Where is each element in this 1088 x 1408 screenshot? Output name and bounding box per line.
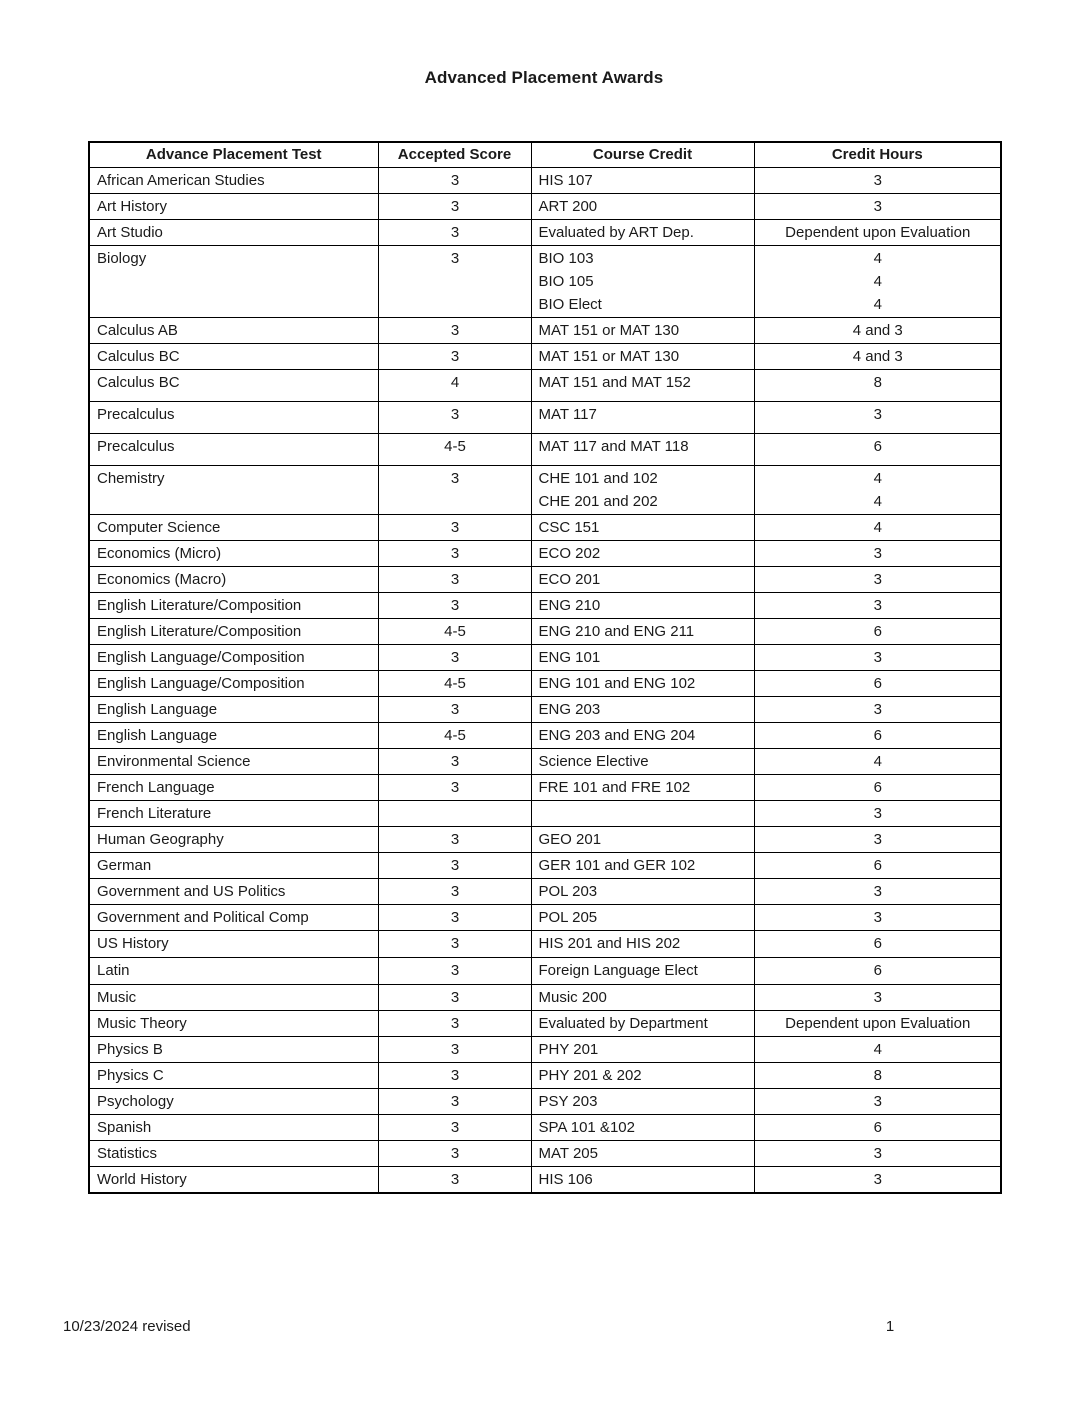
cell-credit: ECO 202: [531, 540, 754, 566]
table-row: [89, 566, 1001, 592]
table-row: [89, 618, 1001, 644]
cell-hours: 6: [754, 433, 1001, 465]
cell-score: 3: [378, 401, 531, 433]
cell-credit: ENG 101 and ENG 102: [531, 670, 754, 696]
table-row: [89, 930, 1001, 957]
column-header-hours: Credit Hours: [754, 142, 1001, 167]
cell-score: 3: [378, 592, 531, 618]
cell-test: Calculus AB: [89, 317, 378, 343]
table-row: [89, 800, 1001, 826]
cell-test: Government and US Politics: [89, 878, 378, 904]
cell-score: 3: [378, 1036, 531, 1062]
cell-test: Music Theory: [89, 1010, 378, 1036]
cell-score: 4-5: [378, 722, 531, 748]
cell-credit: ENG 203 and ENG 204: [531, 722, 754, 748]
table-row: [89, 219, 1001, 245]
cell-credit: ART 200: [531, 193, 754, 219]
cell-test: Precalculus: [89, 401, 378, 433]
cell-test: English Language/Composition: [89, 670, 378, 696]
cell-credit: ECO 201: [531, 566, 754, 592]
cell-credit: Evaluated by Department: [531, 1010, 754, 1036]
cell-test: Statistics: [89, 1140, 378, 1166]
cell-test: Economics (Macro): [89, 566, 378, 592]
cell-test: Psychology: [89, 1088, 378, 1114]
column-header-credit: Course Credit: [531, 142, 754, 167]
cell-hours: 3: [754, 826, 1001, 852]
cell-test: English Language/Composition: [89, 644, 378, 670]
cell-score: 3: [378, 540, 531, 566]
cell-score: 3: [378, 514, 531, 540]
cell-hours: 3: [754, 540, 1001, 566]
cell-credit: GER 101 and GER 102: [531, 852, 754, 878]
cell-hours: 4 and 3: [754, 317, 1001, 343]
cell-score: 3: [378, 167, 531, 193]
cell-credit: ENG 203: [531, 696, 754, 722]
table-row: [89, 1166, 1001, 1193]
cell-credit: MAT 117 and MAT 118: [531, 433, 754, 465]
cell-credit: Music 200: [531, 984, 754, 1010]
cell-credit: BIO 103 BIO 105 BIO Elect: [531, 245, 754, 317]
cell-credit: PHY 201 & 202: [531, 1062, 754, 1088]
cell-hours: 4: [754, 748, 1001, 774]
cell-hours: 4 4 4: [754, 245, 1001, 317]
table-row: [89, 984, 1001, 1010]
cell-test: French Language: [89, 774, 378, 800]
cell-test: Environmental Science: [89, 748, 378, 774]
cell-test: Calculus BC: [89, 343, 378, 369]
cell-test: English Language: [89, 696, 378, 722]
cell-hours: 3: [754, 1166, 1001, 1193]
cell-test: Art Studio: [89, 219, 378, 245]
cell-test: Computer Science: [89, 514, 378, 540]
cell-credit: HIS 107: [531, 167, 754, 193]
cell-credit: HIS 106: [531, 1166, 754, 1193]
cell-test: English Literature/Composition: [89, 592, 378, 618]
cell-hours: 3: [754, 193, 1001, 219]
cell-score: 4-5: [378, 670, 531, 696]
cell-test: English Literature/Composition: [89, 618, 378, 644]
table-row: [89, 1062, 1001, 1088]
cell-credit: ENG 210 and ENG 211: [531, 618, 754, 644]
column-header-score: Accepted Score: [378, 142, 531, 167]
table-row: [89, 722, 1001, 748]
cell-credit: ENG 101: [531, 644, 754, 670]
cell-score: 3: [378, 878, 531, 904]
cell-score: 3: [378, 219, 531, 245]
table-row: [89, 957, 1001, 984]
cell-score: 3: [378, 566, 531, 592]
cell-score: 3: [378, 245, 531, 317]
table-row: [89, 317, 1001, 343]
cell-credit: SPA 101 &102: [531, 1114, 754, 1140]
cell-hours: 3: [754, 904, 1001, 930]
cell-score: 3: [378, 696, 531, 722]
cell-score: 3: [378, 1114, 531, 1140]
cell-hours: 4 and 3: [754, 343, 1001, 369]
cell-hours: 4: [754, 514, 1001, 540]
cell-credit: CSC 151: [531, 514, 754, 540]
cell-test: English Language: [89, 722, 378, 748]
cell-hours: 4 4: [754, 465, 1001, 514]
table-row: [89, 592, 1001, 618]
table-row: [89, 465, 1001, 514]
cell-score: 3: [378, 826, 531, 852]
cell-hours: 6: [754, 852, 1001, 878]
cell-score: 3: [378, 1062, 531, 1088]
cell-score: 3: [378, 343, 531, 369]
cell-score: [378, 800, 531, 826]
column-header-test: Advance Placement Test: [89, 142, 378, 167]
cell-hours: 3: [754, 696, 1001, 722]
cell-test: Physics B: [89, 1036, 378, 1062]
cell-score: 3: [378, 930, 531, 957]
cell-credit: POL 203: [531, 878, 754, 904]
cell-score: 4-5: [378, 433, 531, 465]
cell-credit: MAT 205: [531, 1140, 754, 1166]
cell-hours: 8: [754, 1062, 1001, 1088]
cell-hours: 6: [754, 722, 1001, 748]
table-row: [89, 1114, 1001, 1140]
table-row: [89, 1010, 1001, 1036]
cell-credit: PHY 201: [531, 1036, 754, 1062]
cell-hours: 6: [754, 618, 1001, 644]
table-row: [89, 1036, 1001, 1062]
ap-table-body: [89, 167, 1001, 1193]
table-row: [89, 696, 1001, 722]
cell-hours: 6: [754, 957, 1001, 984]
cell-hours: 3: [754, 984, 1001, 1010]
cell-score: 3: [378, 748, 531, 774]
cell-hours: 6: [754, 670, 1001, 696]
cell-hours: 8: [754, 369, 1001, 401]
cell-test: Biology: [89, 245, 378, 317]
table-row: [89, 670, 1001, 696]
cell-hours: 3: [754, 566, 1001, 592]
cell-credit: MAT 117: [531, 401, 754, 433]
cell-score: 3: [378, 1088, 531, 1114]
cell-credit: MAT 151 or MAT 130: [531, 343, 754, 369]
cell-test: African American Studies: [89, 167, 378, 193]
table-row: [89, 774, 1001, 800]
cell-test: German: [89, 852, 378, 878]
cell-test: Latin: [89, 957, 378, 984]
cell-hours: 3: [754, 167, 1001, 193]
page-title: Advanced Placement Awards: [424, 68, 664, 87]
cell-test: Calculus BC: [89, 369, 378, 401]
footer-revision-date: 10/23/2024 revised: [63, 1318, 191, 1335]
cell-hours: Dependent upon Evaluation: [754, 1010, 1001, 1036]
cell-hours: 4: [754, 1036, 1001, 1062]
cell-score: 4-5: [378, 618, 531, 644]
cell-test: World History: [89, 1166, 378, 1193]
cell-credit: [531, 800, 754, 826]
cell-credit: Science Elective: [531, 748, 754, 774]
cell-credit: MAT 151 or MAT 130: [531, 317, 754, 343]
table-row: [89, 245, 1001, 317]
cell-test: Government and Political Comp: [89, 904, 378, 930]
cell-hours: 3: [754, 1088, 1001, 1114]
cell-hours: 6: [754, 1114, 1001, 1140]
cell-test: Physics C: [89, 1062, 378, 1088]
cell-score: 3: [378, 852, 531, 878]
cell-test: Precalculus: [89, 433, 378, 465]
cell-score: 3: [378, 465, 531, 514]
table-row: [89, 826, 1001, 852]
cell-score: 3: [378, 193, 531, 219]
cell-test: Chemistry: [89, 465, 378, 514]
cell-test: Human Geography: [89, 826, 378, 852]
table-row: [89, 644, 1001, 670]
cell-hours: 3: [754, 878, 1001, 904]
table-row: [89, 343, 1001, 369]
table-row: [89, 401, 1001, 433]
cell-credit: PSY 203: [531, 1088, 754, 1114]
table-row: [89, 167, 1001, 193]
table-row: [89, 878, 1001, 904]
cell-score: 3: [378, 1140, 531, 1166]
cell-score: 3: [378, 984, 531, 1010]
table-row: [89, 540, 1001, 566]
cell-credit: FRE 101 and FRE 102: [531, 774, 754, 800]
cell-score: 3: [378, 317, 531, 343]
table-row: [89, 748, 1001, 774]
cell-credit: ENG 210: [531, 592, 754, 618]
cell-hours: 3: [754, 800, 1001, 826]
cell-hours: 6: [754, 774, 1001, 800]
table-row: [89, 369, 1001, 401]
cell-credit: CHE 101 and 102 CHE 201 and 202: [531, 465, 754, 514]
cell-credit: GEO 201: [531, 826, 754, 852]
cell-score: 3: [378, 1166, 531, 1193]
cell-hours: 3: [754, 592, 1001, 618]
cell-score: 3: [378, 644, 531, 670]
cell-hours: 3: [754, 644, 1001, 670]
cell-credit: HIS 201 and HIS 202: [531, 930, 754, 957]
ap-awards-table: [88, 141, 1002, 1194]
table-row: [89, 1088, 1001, 1114]
table-row: [89, 433, 1001, 465]
cell-score: 4: [378, 369, 531, 401]
table-row: [89, 1140, 1001, 1166]
cell-test: Spanish: [89, 1114, 378, 1140]
cell-hours: 3: [754, 401, 1001, 433]
table-row: [89, 514, 1001, 540]
cell-score: 3: [378, 774, 531, 800]
cell-score: 3: [378, 1010, 531, 1036]
cell-test: US History: [89, 930, 378, 957]
cell-score: 3: [378, 904, 531, 930]
cell-credit: Foreign Language Elect: [531, 957, 754, 984]
cell-test: French Literature: [89, 800, 378, 826]
cell-credit: Evaluated by ART Dep.: [531, 219, 754, 245]
table-header-row: [89, 142, 1001, 167]
cell-score: 3: [378, 957, 531, 984]
cell-credit: POL 205: [531, 904, 754, 930]
cell-hours: 6: [754, 930, 1001, 957]
table-row: [89, 193, 1001, 219]
cell-hours: 3: [754, 1140, 1001, 1166]
cell-credit: MAT 151 and MAT 152: [531, 369, 754, 401]
cell-hours: Dependent upon Evaluation: [754, 219, 1001, 245]
cell-test: Art History: [89, 193, 378, 219]
footer-page-number: 1: [885, 1318, 895, 1335]
table-row: [89, 904, 1001, 930]
cell-test: Economics (Micro): [89, 540, 378, 566]
cell-test: Music: [89, 984, 378, 1010]
table-row: [89, 852, 1001, 878]
